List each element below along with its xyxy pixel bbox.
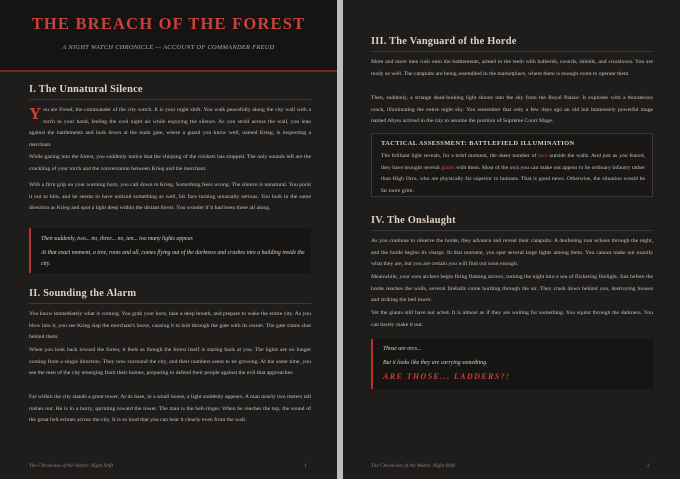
page-footer: The Chronicles of the Watch: Night Shift bbox=[371, 463, 456, 469]
quote-block bbox=[371, 339, 653, 389]
page-header bbox=[0, 0, 337, 72]
quote-exclamation: ARE THOSE... LADDERS?! bbox=[383, 372, 511, 381]
box-title: TACTICAL ASSESSMENT: BATTLEFIELD ILLUMINATION bbox=[381, 140, 575, 147]
section-heading-1: I. The Unnatural Silence bbox=[29, 84, 143, 95]
paragraph: With a firm grip on your warning horn, you call down to Krieg. Something feels wrong. The silence is unnatural. You point it out to him, and he seems to have noticed something as well, his face turning unusually serious. You look in the same direction as Krieg and spot a light deep within the distant forest. You wonder if it had been there all along. bbox=[29, 182, 311, 212]
quote-line: At that exact moment, a tree, roots and all, comes flying out of the darkness and crashes into a building inside the city. bbox=[41, 250, 305, 267]
paragraph: More and more men rush onto the battlements, armed to the teeth with halberds, swords, shields, and crossbows. You are ready as well. The catapults are being assembled in the marketplace, where there is enough room to operate them. bbox=[371, 59, 653, 77]
quote-line: Those are orcs... bbox=[383, 346, 422, 352]
page-number: 2 bbox=[647, 463, 650, 469]
quote-line: But it looks like they are carrying something. bbox=[383, 360, 488, 366]
document-page-1 bbox=[0, 0, 337, 479]
paragraph: You know immediately what is coming. You grab your horn, take a deep breath, and prepare to wake the entire city. As you blow into it, you see Krieg slap the merchant's horse, causing it to bolt through the gate with its owner. The gate slams shut behind them. bbox=[29, 311, 311, 341]
document-title: THE BREACH OF THE FOREST bbox=[31, 14, 306, 33]
section-divider bbox=[371, 230, 653, 231]
paragraph: While gazing into the forest, you suddenly notice that the chirping of the crickets has stopped. The only sounds left are the crackling of your torch and the conversation between Krieg and the merchant. bbox=[29, 154, 311, 172]
page-footer: The Chronicles of the Watch: Night Shift bbox=[29, 463, 114, 469]
document-page-2 bbox=[343, 0, 680, 479]
section-divider bbox=[29, 99, 311, 100]
document-subtitle: A NIGHT WATCH CHRONICLE — ACCOUNT OF COMMANDER FREUD bbox=[62, 44, 275, 51]
paragraph: Yet the giants still have not acted. It is almost as if they are waiting for something. You squint through the darkness. You can barely make it out. bbox=[371, 310, 653, 328]
tactical-assessment-box bbox=[371, 133, 653, 197]
highlight-giants: giants bbox=[441, 164, 455, 171]
paragraph: Then, suddenly, a strange dead-looking light shoots into the sky from the Royal Palace. It explodes with a thunderous crack, illuminating the entire night sky. You remember that only a few days ago an old but immensely powerful mage named Abyss arrived in the city to assume the position of Supreme Court Mage. bbox=[371, 95, 653, 125]
drop-cap: Y bbox=[29, 104, 42, 123]
box-text: The brilliant light reveals, for a brief moment, the sheer number of orcs outside the walls. And just as you feared, they have brought several giants with them. Most of the orcs you can make out appear to be ordinary infantry rather than High Orcs, who are physically far superior to humans. That is good news. Otherwise, the situation would be far more grim. bbox=[381, 153, 645, 194]
highlight-orcs: orcs bbox=[538, 153, 548, 159]
section-heading-2: II. Sounding the Alarm bbox=[29, 288, 137, 299]
section-divider bbox=[371, 51, 653, 52]
paragraph: As you continue to observe the horde, they advance and reveal their catapults. A deafening roar echoes through the night, and the horde begins its charge. In that moment, you spot several large lights among them. You cannot make out exactly what they are, but you are certain you will find out soon enough. bbox=[371, 238, 653, 268]
section-heading-3: III. The Vanguard of the Horde bbox=[371, 36, 517, 47]
section-divider bbox=[29, 303, 311, 304]
paragraph: You are Freud, the commander of the city watch. It is your night shift. You walk peacefully along the city wall with a torch in your hand, feeling the cool night air while enjoying the silence. As you stroll across the wall, you lean against the battlements and look down at the main gate, where a guard you know well, named Krieg, is inspecting a merchant. bbox=[29, 104, 311, 148]
paragraph: Meanwhile, your own archers begin firing flaming arrows, turning the night into a sea of flickering firelight. Just before the horde reaches the walls, several fireballs come hurtling through the air. They crash down behind you, destroying houses and striking the bell tower. bbox=[371, 274, 653, 304]
paragraph: Far within the city stands a great tower. At its base, in a small house, a light suddenly appears. A man nearly two meters tall rushes out. He is in a hurry, sprinting toward the tower. The man is the bell-ringer. When he reaches the top, the sound of the great bell echoes across the city. It is so loud that you can hear it clearly even from the wall. bbox=[29, 394, 311, 424]
section-heading-4: IV. The Onslaught bbox=[371, 215, 456, 226]
quote-block bbox=[29, 228, 311, 273]
page-number: 1 bbox=[304, 463, 307, 469]
paragraph: When you look back toward the forest, it feels as though the forest itself is staring back at you. The lights are no longer coming from a single direction. They now surround the city, and their numbers seem to be growing. At the same time, you see the men of the city emerging from their homes, preparing to defend their people against the evil that approaches. bbox=[29, 347, 311, 377]
quote-line: Then suddenly, two... no, three... no, ten... too many lights appear. bbox=[41, 236, 194, 242]
